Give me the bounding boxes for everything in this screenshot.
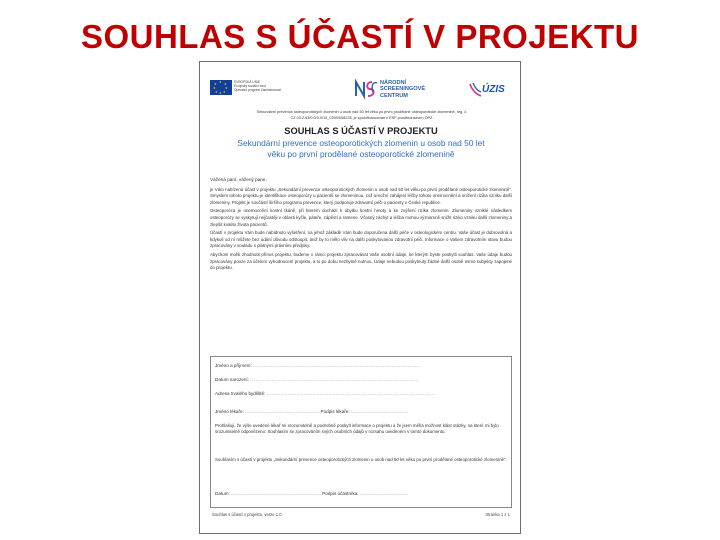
document-title: SOUHLAS S ÚČASTÍ V PROJEKTU <box>284 126 438 136</box>
nsc-mark-icon <box>354 78 378 100</box>
paragraph: Abychom mohli zhodnotit přínos projektu, budeme v rámci projektu zpracovávat Vaše osobní údaje, ke kterým byste poskytli souhlas. Vaše údaje budou zpracovány pouze za účelem vyhodnocení projektu, a to po dobu nezbytně nutnou. Údaje nebudou poskytnuty žádné další osobě mimo subjekty zapojené do projektu. <box>210 251 512 271</box>
eu-flag-icon: ★ ★ ★ ★ ★ ★ ★ ★ <box>210 80 232 95</box>
consent-document <box>199 61 521 534</box>
document-body <box>210 177 512 274</box>
consent-statement: Prohlašuji, že výše uvedené lékař mi srozumitelně a podrobně poskytl informace o projektu a že jsem měl/a možnost klást otázky, na které mi bylo srozumitelně odpovězeno. Souhlasím se zpracováním svých osobních údajů v rozsahu uvedeném v tomto dokumentu. <box>215 423 499 435</box>
paragraph: Osteoporóza je onemocnění kostní tkáně, při kterém dochází k úbytku kostní hmoty a ke zvýšení rizika zlomenin. Zlomeniny vzniklé následkem osteoporózy se vyskytují nejčastěji v oblasti kyčle, páteře, zápěstí a ramene. Včasný záchyt a léčba mohou významně snížit riziko vzniku další zlomeniny a zlepšit kvalitu života pacientů. <box>210 208 512 227</box>
uzis-logo: ÚZIS <box>468 82 512 102</box>
slide-title: SOUHLAS S ÚČASTÍ V PROJEKTU <box>80 18 640 55</box>
doctor-field[interactable]: Jméno lékaře: ............................................... Podpis lékaře: .................................... <box>215 409 408 414</box>
participation-statement: Souhlasím s účastí v projektu „Sekundární prevence osteoporotických zlomenin u osob nad 50 let věku po první prodělané osteoporotické zlomenině“. <box>215 457 507 462</box>
name-field[interactable]: Jméno a příjmení: ............................................................................................... <box>215 363 422 368</box>
footer-version: Souhlas s účastí v projektu, verze 1.0 <box>212 512 282 517</box>
logo-bar <box>210 76 512 106</box>
nsc-logo-text: NÁRODNÍ SCREENINGOVÉ CENTRUM <box>380 80 426 99</box>
paragraph: je Vám nabízena účast v projektu „Sekundární prevence osteoporotických zlomenin u osob nad 50 let věku po první prodělané osteoporotické zlomenině“. Smyslem tohoto projektu je identifikace osteoporózy u pacientů se zlomeninou, což umožní zahájení léčby tohoto onemocnění a snížení rizika vzniku další zlomeniny. Projekt je součástí širšího programu prevence, který podporuje zdravotní péči o pacienty v České republice. <box>210 186 512 205</box>
document-footer <box>210 512 512 520</box>
project-header-note: Sekundární prevence osteoporotických zlomenin u osob nad 50 let věku po první prodělané osteoporotické zlomenině, reg. č. CZ.03.2.63/0.0/0.0/15_039/0008228, je spolufinancován z ESF prostřednictvím OPZ. <box>256 110 468 120</box>
greeting: Vážená paní, vážený pane, <box>210 177 267 182</box>
address-field[interactable]: Adresa trvalého bydliště: ............................................................................................... <box>215 391 436 396</box>
eu-logo <box>210 80 285 100</box>
document-subtitle: Sekundární prevence osteoporotických zlomenin u osob nad 50 let věku po první prodělané osteoporotické zlomenině <box>237 138 485 159</box>
uzis-mark-icon <box>468 82 482 98</box>
footer-page-number: Stránka 1 z 1 <box>485 512 510 517</box>
date-signature-row[interactable]: Datum: ......................................................... Podpis účastníka: ............................... <box>215 491 409 496</box>
nsc-logo <box>354 76 434 106</box>
dob-field[interactable]: Datum narození: ............................................................................................... <box>215 377 419 382</box>
eu-logo-text: EVROPSKÁ UNIE Evropský sociální fond Operační program Zaměstnanost <box>234 80 281 92</box>
paragraph: Účastí v projektu Vám bude nabídnuto vyšetření, na jehož základě Vám bude doporučena další péče v osteologickém centru. Vaše účast je dobrovolná a kdykoli od ní můžete bez udání důvodu odstoupit, aniž by to mělo vliv na další poskytovanou zdravotní péči. Informace o Vašem zdravotním stavu budou zpracovány v souladu s platnými právními předpisy. <box>210 230 512 249</box>
consent-form <box>210 356 512 508</box>
